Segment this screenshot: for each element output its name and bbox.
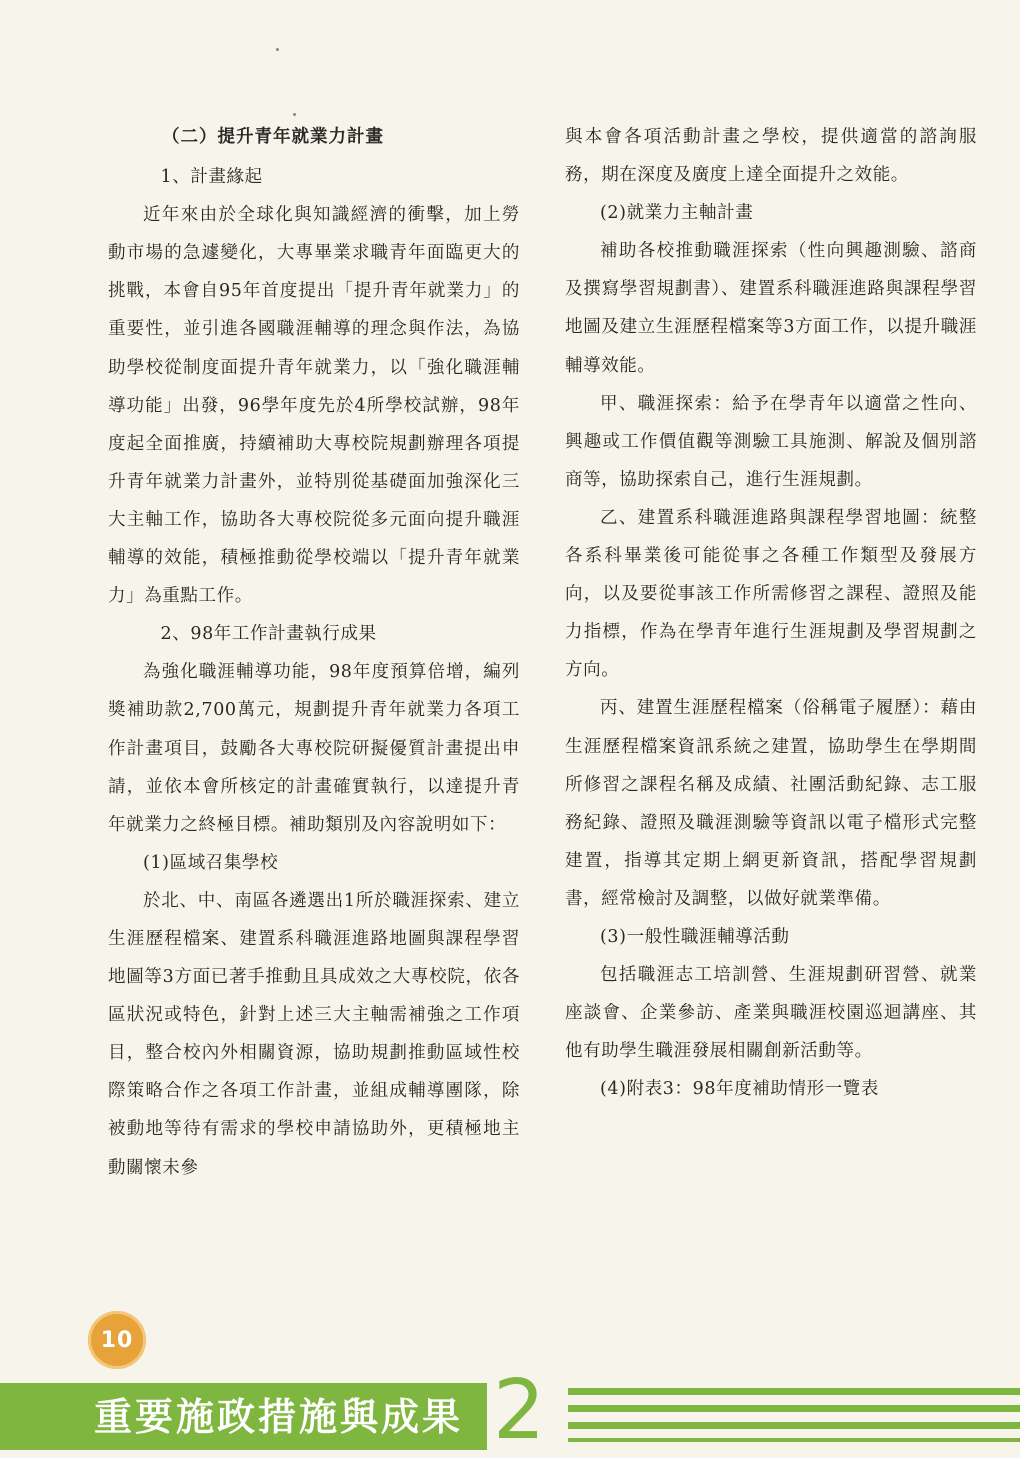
paragraph: 為強化職涯輔導功能，98年度預算倍增，編列獎補助款2,700萬元，規劃提升青年就業力各項工作計畫項目，鼓勵各大專校院研擬優質計畫提出申請，並依本會所核定的計畫確實執行，以達提升青年就業力之終極目標。補助類別及內容說明如下： bbox=[108, 662, 520, 835]
paragraph: 丙、建置生涯歷程檔案（俗稱電子履歷）：藉由生涯歷程檔案資訊系統之建置，協助學生在學期間所修習之課程名稱及成績、社團活動紀錄、志工服務紀錄、證照及職涯測驗等資訊以電子檔形式完整建置，指導其定期上網更新資訊，搭配學習規劃書，經常檢討及調整，以做好就業準備。 bbox=[565, 698, 977, 909]
paragraph: 補助各校推動職涯探索（性向興趣測驗、諮商及撰寫學習規劃書）、建置系科職涯進路與課程學習地圖及建立生涯歷程檔案等3方面工作，以提升職涯輔導效能。 bbox=[565, 241, 977, 376]
left-text-column bbox=[108, 118, 520, 1187]
item-heading: (3)一般性職涯輔導活動 bbox=[600, 926, 790, 947]
page-number-badge bbox=[88, 1311, 146, 1369]
section-heading: （二）提升青年就業力計畫 bbox=[162, 127, 384, 147]
paragraph: 與本會各項活動計畫之學校，提供適當的諮詢服務，期在深度及廣度上達全面提升之效能。 bbox=[565, 127, 977, 186]
chapter-number: 2 bbox=[493, 1363, 546, 1458]
paragraph: 於北、中、南區各遴選出1所於職涯探索、建立生涯歷程檔案、建置系科職涯進路地圖與課程學習地圖等3方面已著手推動且具成效之大專校院，依各區狀況或特色，針對上述三大主軸需補強之工作項目，整合校內外相關資源，協助規劃推動區域性校際策略合作之各項工作計畫，並組成輔導團隊，除被動地等待有需求的學校申請協助外，更積極地主動關懷未參 bbox=[108, 890, 520, 1178]
item-heading: (2)就業力主軸計畫 bbox=[600, 203, 754, 224]
paragraph: 包括職涯志工培訓營、生涯規劃研習營、就業座談會、企業參訪、產業與職涯校園巡迴講座、其他有助學生職涯發展相關創新活動等。 bbox=[565, 965, 977, 1062]
scan-speck bbox=[293, 113, 296, 116]
paragraph: 甲、職涯探索：給予在學青年以適當之性向、興趣或工作價值觀等測驗工具施測、解說及個別諮商等，協助探索自己，進行生涯規劃。 bbox=[565, 393, 977, 490]
item-heading: (4)附表3：98年度補助情形一覽表 bbox=[600, 1079, 879, 1100]
right-text-column bbox=[565, 118, 977, 1108]
decor-stripe bbox=[568, 1438, 1020, 1442]
item-heading: (1)區域召集學校 bbox=[143, 852, 279, 873]
decor-stripe bbox=[568, 1405, 1020, 1412]
decor-stripe bbox=[568, 1422, 1020, 1429]
page-number: 10 bbox=[100, 1327, 134, 1353]
decor-stripe bbox=[568, 1388, 1020, 1395]
chapter-title: 重要施政措施與成果 bbox=[94, 1394, 464, 1439]
subsection-heading: 1、計畫緣起 bbox=[160, 167, 263, 188]
paragraph: 乙、建置系科職涯進路與課程學習地圖：統整各系科畢業後可能從事之各種工作類型及發展方向，以及要從事該工作所需修習之課程、證照及能力指標，作為在學青年進行生涯規劃及學習規劃之方向。 bbox=[565, 507, 977, 681]
subsection-heading: 2、98年工作計畫執行成果 bbox=[160, 624, 377, 645]
scan-speck bbox=[276, 48, 279, 51]
paragraph: 近年來由於全球化與知識經濟的衝擊，加上勞動市場的急遽變化，大專畢業求職青年面臨更大的挑戰，本會自95年首度提出「提升青年就業力」的重要性，並引進各國職涯輔導的理念與作法，為協助學校從制度面提升青年就業力，以「強化職涯輔導功能」出發，96學年度先於4所學校試辦，98年度起全面推廣，持續補助大專校院規劃辦理各項提升青年就業力計畫外，並特別從基礎面加強深化三大主軸工作，協助各大專校院從多元面向提升職涯輔導的效能，積極推動從學校端以「提升青年就業力」為重點工作。 bbox=[108, 205, 520, 607]
